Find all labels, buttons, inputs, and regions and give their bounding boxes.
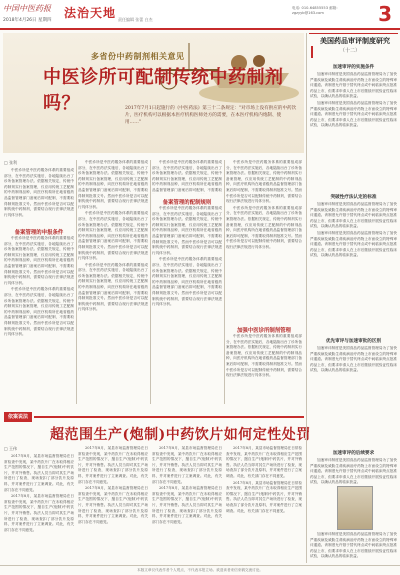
right-section-2: 突破性疗法认定的标准 (330, 195, 377, 200)
main-column-4a: 中医诊所是中医药服务体系的重要组成部分，在中医药法实施后，各地陆续出台了诊所备案管理办法。依据相关规定，传统中药制剂实行备案管理，仅应用传统工艺配制的中药制剂品种，向医疗机构所在地省级药品监督管理部门备案后即可配制，不需要取得制剂批准文号。然而中医诊所是否可以配制传统中药制剂，需要结合现行法律法规进行具体分析。 中医诊所是中医药服务体系的重要组成部分，在中医药法实施后，各地陆续出台了诊所备案管理办法。依据相关规定，传统中药制剂实行备案管理，仅应用传统工艺配制的中药制剂品种，向医疗机构所在地省级药品监督管理部门备案后即可配制，不需要取得制剂批准文号。然而中医诊所是否可以配制传统中药制剂，需要结合现行法律法规进行具体分析。 (226, 160, 302, 249)
column-rule (150, 160, 151, 404)
section-rule (34, 416, 304, 418)
contact-info: 电话: 010-64855553 邮箱: zgzyyb@163.com (292, 6, 338, 15)
main-column-1a: 中医诊所是中医药服务体系的重要组成部分，在中医药法实施后，各地陆续出台了诊所备案管理办法。依据相关规定，传统中药制剂实行备案管理，仅应用传统工艺配制的中药制剂品种，向医疗机构所在地省级药品监督管理部门备案后即可配制，不需要取得制剂批准文号。然而中医诊所是否可以配制传统中药制剂，需要结合现行法律法规进行具体分析。 (4, 168, 74, 217)
right-column-text-3: 加速审评制度是美国食品药品监督管理局为了加快严重疾病及威胁生命疾病治疗药物上市而设立的特殊审评通道。该制度允许基于替代终点或中间临床终点批准药品上市，但要求申请人在上市后继续开展验证性临床试验，以确认药品的临床获益。 (310, 346, 397, 373)
subhead-2: 备案管理的配制规则 (162, 200, 212, 206)
author-photo (337, 486, 373, 530)
hero-title: 中医诊所可配制传统中药制剂吗？ (43, 67, 284, 114)
right-section-1: 加速审评的实施条件 (332, 65, 375, 70)
right-column-subtitle: （十二） (340, 48, 361, 54)
main-author: □ 张利 (4, 160, 18, 165)
right-section-3: 优先审评与加速审批的区别 (325, 339, 382, 344)
paper-name: 中国中医药报 (3, 4, 51, 13)
case-tag: 依案说法 (4, 412, 32, 422)
subhead-1: 备案管理的申报条件 (14, 230, 64, 236)
page-number: 3 (378, 2, 392, 26)
main-column-1b: 中医诊所是中医药服务体系的重要组成部分，在中医药法实施后，各地陆续出台了诊所备案管理办法。依据相关规定，传统中药制剂实行备案管理，仅应用传统工艺配制的中药制剂品种，向医疗机构所在地省级药品监督管理部门备案后即可配制，不需要取得制剂批准文号。然而中医诊所是否可以配制传统中药制剂，需要结合现行法律法规进行具体分析。 中医诊所是中医药服务体系的重要组成部分，在中医药法实施后，各地陆续出台了诊所备案管理办法。依据相关规定，传统中药制剂实行备案管理，仅应用传统工艺配制的中药制剂品种，向医疗机构所在地省级药品监督管理部门备案后即可配制，不需要取得制剂批准文号。然而中医诊所是否可以配制传统中药制剂，需要结合现行法律法规进行具体分析。 (4, 236, 74, 337)
bottom-column-4: 2017年8月，某县市场监督管理局在日常检查中发现，某中药饮片厂在未取得相应生产范围的情况下，擅自生产(炮制)中药饮片，并对外销售。执法人员当即对其生产场所进行了检查，现场查扣了部分饮片及原料，并对案件进行了立案调查。对此，有关部门存在不同意见。 2017年8月，某县市场监督管理局在日常检查中发现，某中药饮片厂在未取得相应生产范围的情况下，擅自生产(炮制)中药饮片，并对外销售。执法人员当即对其生产场所进行了检查，现场查扣了部分饮片及原料，并对案件进行了立案调查。对此，有关部门存在不同意见。 (226, 446, 302, 513)
bottom-column-3: 2017年8月，某县市场监督管理局在日常检查中发现，某中药饮片厂在未取得相应生产范围的情况下，擅自生产(炮制)中药饮片，并对外销售。执法人员当即对其生产场所进行了检查，现场查扣了部分饮片及原料，并对案件进行了立案调查。对此，有关部门存在不同意见。 2017年8月，某县市场监督管理局在日常检查中发现，某中药饮片厂在未取得相应生产范围的情况下，擅自生产(炮制)中药饮片，并对外销售。执法人员当即对其生产场所进行了检查，现场查扣了部分饮片及原料，并对案件进行了立案调查。对此，有关部门存在不同意见。 (152, 446, 222, 524)
hero-banner (3, 33, 304, 153)
right-column-text-5: 加速审评制度是美国食品药品监督管理局为了加快严重疾病及威胁生命疾病治疗药物上市而设立的特殊审评通道。该制度允许基于替代终点或中间临床终点批准药品上市，但要求申请人在上市后继续开展验证性临床试验，以确认药品的临床获益。 (310, 532, 397, 559)
column-rule (224, 160, 225, 404)
hero-lead: 2017年7月1日起施行的《中医药法》第三十二条规定："对市场上没有供应的中药饮片，医疗机构可以根据本医疗机构医师处方的需要，在本医疗机构内炮制、使用……" (125, 106, 297, 125)
main-column-3b: 中医诊所是中医药服务体系的重要组成部分，在中医药法实施后，各地陆续出台了诊所备案管理办法。依据相关规定，传统中药制剂实行备案管理，仅应用传统工艺配制的中药制剂品种，向医疗机构所在地省级药品监督管理部门备案后即可配制，不需要取得制剂批准文号。然而中医诊所是否可以配制传统中药制剂，需要结合现行法律法规进行具体分析。 中医诊所是中医药服务体系的重要组成部分，在中医药法实施后，各地陆续出台了诊所备案管理办法。依据相关规定，传统中药制剂实行备案管理，仅应用传统工艺配制的中药制剂品种，向医疗机构所在地省级药品监督管理部门备案后即可配制，不需要取得制剂批准文号。然而中医诊所是否可以配制传统中药制剂，需要结合现行法律法规进行具体分析。 (152, 206, 222, 307)
main-column-3a: 中医诊所是中医药服务体系的重要组成部分，在中医药法实施后，各地陆续出台了诊所备案管理办法。依据相关规定，传统中药制剂实行备案管理，仅应用传统工艺配制的中药制剂品种，向医疗机构所在地省级药品监督管理部门备案后即可配制，不需要取 (152, 160, 222, 192)
right-section-4: 加速审评的后续要求 (332, 451, 375, 456)
main-column-2: 中医诊所是中医药服务体系的重要组成部分，在中医药法实施后，各地陆续出台了诊所备案管理办法。依据相关规定，传统中药制剂实行备案管理，仅应用传统工艺配制的中药制剂品种，向医疗机构所在地省级药品监督管理部门备案后即可配制，不需要取得制剂批准文号。然而中医诊所是否可以配制传统中药制剂，需要结合现行法律法规进行具体分析。 中医诊所是中医药服务体系的重要组成部分，在中医药法实施后，各地陆续出台了诊所备案管理办法。依据相关规定，传统中药制剂实行备案管理，仅应用传统工艺配制的中药制剂品种，向医疗机构所在地省级药品监督管理部门备案后即可配制，不需要取得制剂批准文号。然而中医诊所是否可以配制传统中药制剂，需要结合现行法律法规进行具体分析。 中医诊所是中医药服务体系的重要组成部分，在中医药法实施后，各地陆续出台了诊所备案管理办法。依据相关规定，传统中药制剂实行备案管理，仅应用传统工艺配制的中药制剂品种，向医疗机构所在地省级药品监督管理部门备案后即可配制，不需要取得制剂批准文号。然而中医诊所是否可以配制传统中药制剂，需要结合现行法律法规进行具体分析。 (78, 160, 148, 312)
editors: 责任编辑 张蕾 白杰 (118, 17, 153, 22)
right-column-text-1: 加速审评制度是美国食品药品监督管理局为了加快严重疾病及威胁生命疾病治疗药物上市而设立的特殊审评通道。该制度允许基于替代终点或中间临床终点批准药品上市，但要求申请人在上市后继续开展验证性临床试验，以确认药品的临床获益。 加速审评制度是美国食品药品监督管理局为了加快严重疾病及威胁生命疾病治疗药物上市而设立的特殊审评通道。该制度允许基于替代终点或中间临床终点批准药品上市，但要求申请人在上市后继续开展验证性临床试验，以确认药品的临床获益。 (310, 72, 397, 128)
bottom-author: □ 王伟 (4, 446, 18, 451)
main-column-4b: 中医诊所是中医药服务体系的重要组成部分，在中医药法实施后，各地陆续出台了诊所备案管理办法。依据相关规定，传统中药制剂实行备案管理，仅应用传统工艺配制的中药制剂品种，向医疗机构所在地省级药品监督管理部门备案后即可配制，不需要取得制剂批准文号。然而中医诊所是否可以配制传统中药制剂，需要结合现行法律法规进行具体分析。 (226, 334, 302, 378)
bottom-headline: 超范围生产(炮制)中药饮片如何定性处罚 (50, 427, 311, 443)
right-column-text-4: 加速审评制度是美国食品药品监督管理局为了加快严重疾病及威胁生命疾病治疗药物上市而设立的特殊审评通道。该制度允许基于替代终点或中间临床终点批准药品上市，但要求申请人在上市后继续开展验证性临床试验，以确认药品的临床获益。 (310, 458, 397, 484)
section-title: 法治天地 (64, 6, 117, 20)
hero-kicker: 多省份中药制剂相关意见 (91, 51, 185, 61)
accent-bar (311, 46, 313, 58)
right-column-rule (306, 33, 307, 563)
column-rule (76, 160, 77, 404)
right-column-title: 美国药品审评制度研究 (320, 37, 390, 45)
bottom-column-2: 2017年8月，某县市场监督管理局在日常检查中发现，某中药饮片厂在未取得相应生产范围的情况下，擅自生产(炮制)中药饮片，并对外销售。执法人员当即对其生产场所进行了检查，现场查扣了部分饮片及原料，并对案件进行了立案调查。对此，有关部门存在不同意见。 2017年8月，某县市场监督管理局在日常检查中发现，某中药饮片厂在未取得相应生产范围的情况下，擅自生产(炮制)中药饮片，并对外销售。执法人员当即对其生产场所进行了检查，现场查扣了部分饮片及原料，并对案件进行了立案调查。对此，有关部门存在不同意见。 (78, 446, 148, 524)
bottom-column-1: 2017年8月，某县市场监督管理局在日常检查中发现，某中药饮片厂在未取得相应生产范围的情况下，擅自生产(炮制)中药饮片，并对外销售。执法人员当即对其生产场所进行了检查，现场查扣了部分饮片及原料，并对案件进行了立案调查。对此，有关部门存在不同意见。 2017年8月，某县市场监督管理局在日常检查中发现，某中药饮片厂在未取得相应生产范围的情况下，擅自生产(炮制)中药饮片，并对外销售。执法人员当即对其生产场所进行了检查，现场查扣了部分饮片及原料，并对案件进行了立案调查。对此，有关部门存在不同意见。 (4, 454, 74, 532)
masthead (0, 0, 400, 30)
page-footer: 本版文章仅代表作者个人观点，不代表本报立场。欢迎读者来信来稿交流讨论。 (0, 565, 400, 575)
subhead-4: 加强中医诊所制剂管理 (237, 328, 291, 334)
right-column-text-2: 加速审评制度是美国食品药品监督管理局为了加快严重疾病及威胁生命疾病治疗药物上市而设立的特殊审评通道。该制度允许基于替代终点或中间临床终点批准药品上市，但要求申请人在上市后继续开展验证性临床试验，以确认药品的临床获益。 加速审评制度是美国食品药品监督管理局为了加快严重疾病及威胁生命疾病治疗药物上市而设立的特殊审评通道。该制度允许基于替代终点或中间临床终点批准药品上市，但要求申请人在上市后继续开展验证性临床试验，以确认药品的临床获益。 (310, 202, 397, 258)
issue-date: 2018年4月26日 星期四 (3, 18, 52, 23)
